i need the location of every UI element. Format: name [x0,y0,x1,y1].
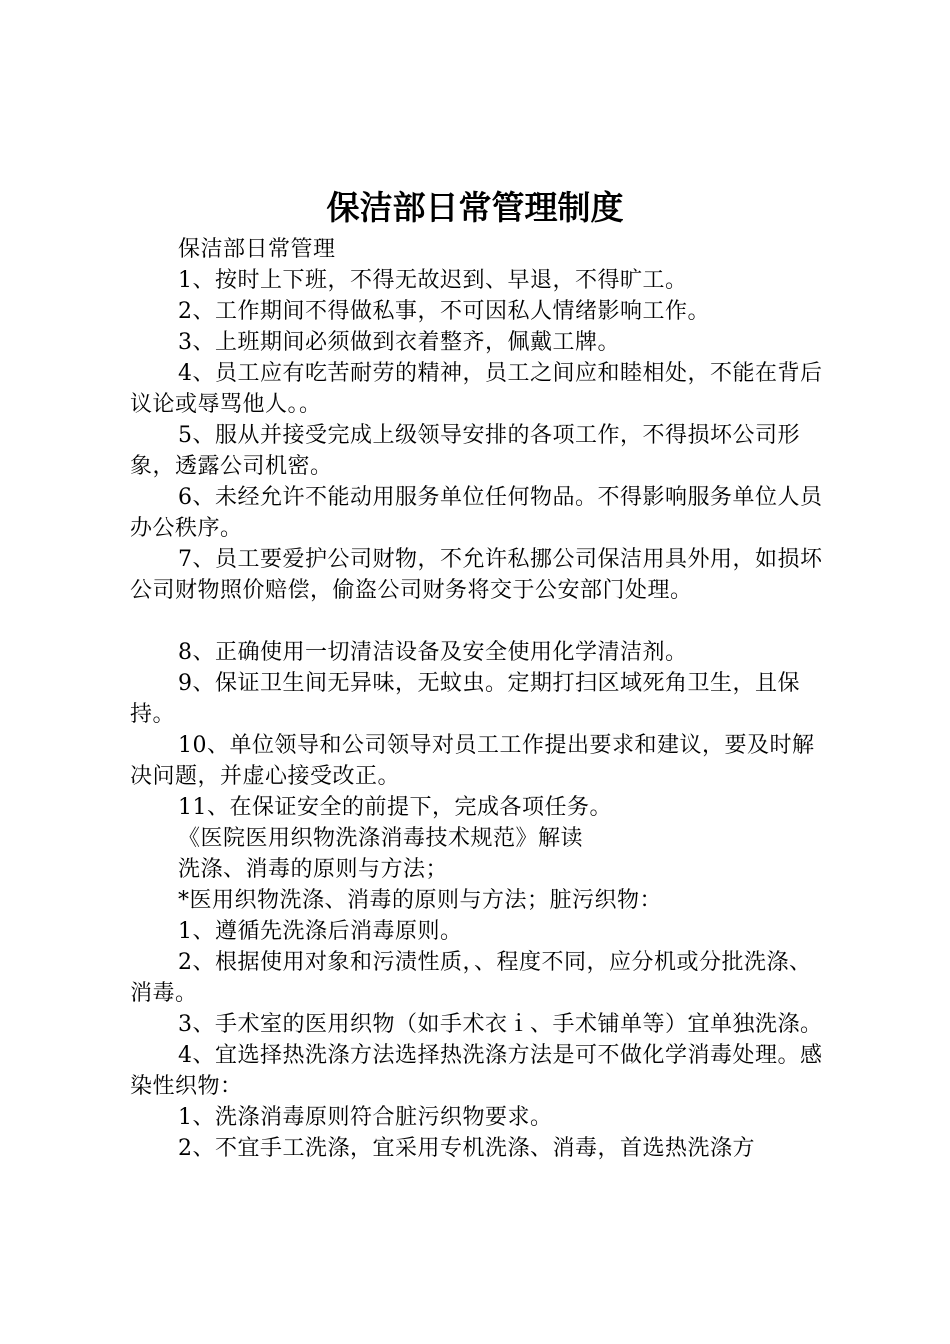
paragraph: 4、宜选择热洗涤方法选择热洗涤方法是可不做化学消毒处理。感染性织物： [130,1043,823,1099]
paragraph: 1、遵循先洗涤后消毒原则。 [177,919,463,944]
paragraph: *医用织物洗涤、消毒的原则与方法；脏污织物： [177,888,662,913]
document-title: 保洁部日常管理制度 [326,188,624,227]
paragraph: 洗涤、消毒的原则与方法； [177,857,448,882]
document-body [130,234,830,1164]
paragraph: 2、不宜手工洗涤，宜采用专机洗涤、消毒，首选热洗涤方 [177,1136,755,1161]
paragraph: 2、根据使用对象和污渍性质，、程度不同，应分机或分批洗涤、消毒。 [130,950,812,1006]
paragraph: 1、按时上下班，不得无故迟到、早退，不得旷工。 [177,268,688,293]
paragraph: 4、员工应有吃苦耐劳的精神，员工之间应和睦相处，不能在背后议论或辱骂他人。。 [130,361,823,417]
paragraph: 2、工作期间不得做私事，不可因私人情绪影响工作。 [177,299,710,324]
paragraph: 5、服从并接受完成上级领导安排的各项工作，不得损坏公司形象，透露公司机密。 [130,423,800,479]
paragraph: 9、保证卫生间无异味，无蚊虫。定期打扫区域死角卫生，且保持。 [130,671,800,727]
paragraph: 8、正确使用一切清洁设备及安全使用化学清洁剂。 [177,640,688,665]
paragraph: 1、洗涤消毒原则符合脏污织物要求。 [177,1105,553,1130]
paragraph: 3、手术室的医用织物（如手术衣ｉ、手术铺单等）宜单独洗涤。 [177,1012,823,1037]
paragraph: 3、上班期间必须做到衣着整齐，佩戴工牌。 [177,330,620,355]
paragraph: 保洁部日常管理 [177,237,336,262]
paragraph: 6、未经允许不能动用服务单位任何物品。不得影响服务单位人员办公秩序。 [130,485,823,541]
paragraph: 11、在保证安全的前提下，完成各项任务。 [177,795,612,820]
paragraph: 7、员工要爱护公司财物，不允许私挪公司保洁用具外用，如损坏公司财物照价赔偿，偷盗公司财务将交于公安部门处理。 [130,547,823,603]
paragraph: 10、单位领导和公司领导对员工工作提出要求和建议，要及时解决问题，并虚心接受改正。 [130,733,815,789]
paragraph: 《医院医用织物洗涤消毒技术规范》解读 [177,826,583,851]
